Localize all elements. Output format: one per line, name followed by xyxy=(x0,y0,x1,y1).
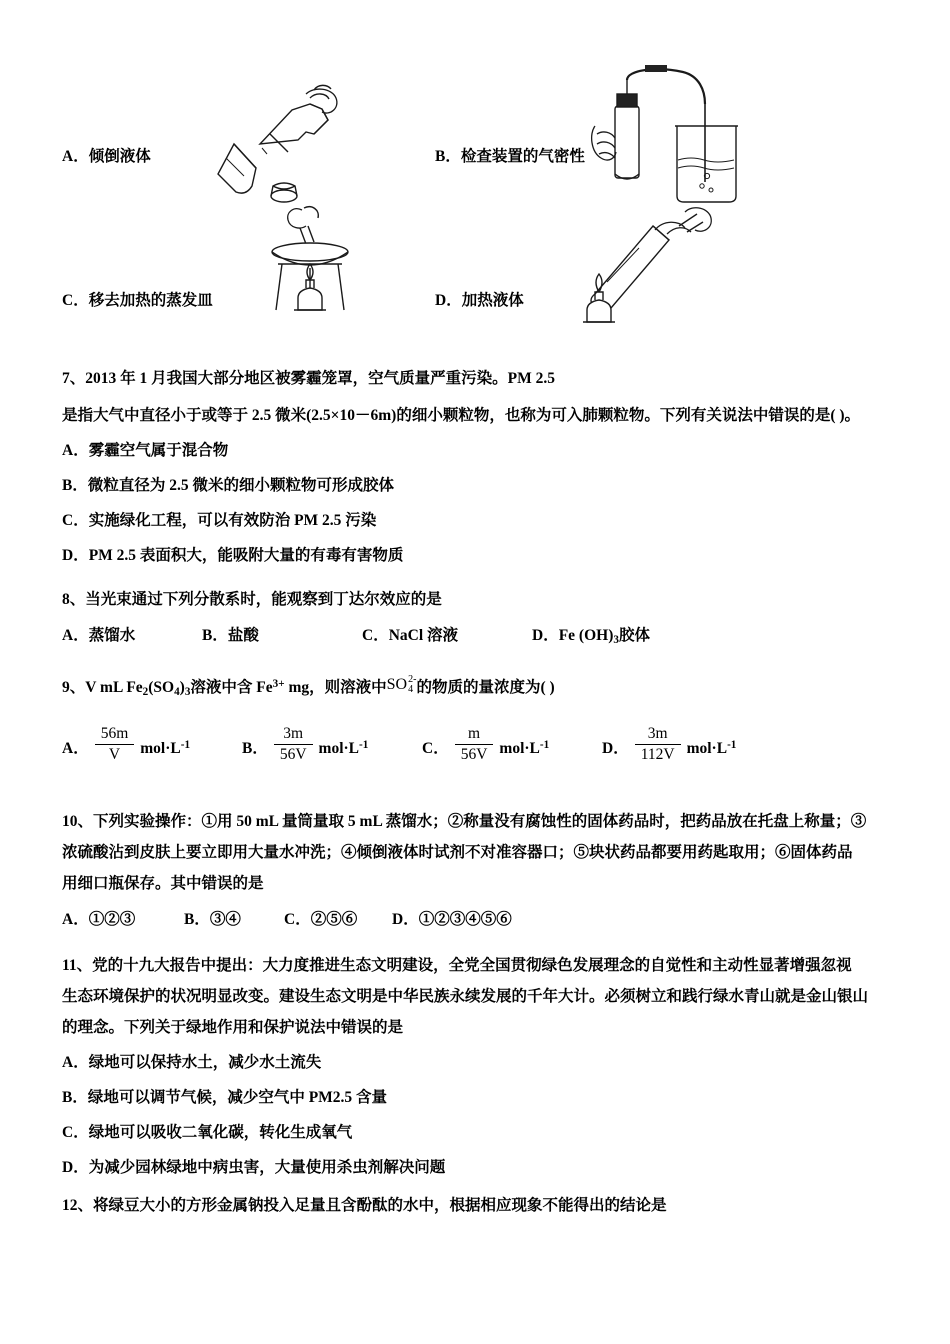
question-11-option-b: B．绿地可以调节气候，减少空气中 PM2.5 含量 xyxy=(62,1088,388,1106)
question-10-option-b: B．③④ xyxy=(184,910,241,928)
question-10 xyxy=(62,807,898,837)
heating-liquid-illustration xyxy=(567,204,717,339)
question-7-option-a: A．雾霾空气属于混合物 xyxy=(62,442,229,459)
question-7 xyxy=(62,364,898,394)
question-8-options xyxy=(62,621,898,651)
question-8-option-d: D．Fe $(OH)_3$胶体 xyxy=(532,627,650,646)
page-content xyxy=(62,60,898,1221)
figure-option-a-label: A．倾倒液体 xyxy=(62,148,151,165)
question-9-options xyxy=(62,725,898,791)
question-9-option-b: B． $\frac{3m}{56V}$ $mol\cdot L^{-1}$ xyxy=(242,724,369,763)
question-11-stem-line2: 生态环境保护的状况明显改变。建设生态文明是中华民族永续发展的千年大计。必须树立和践行绿水青山就是金山银山 xyxy=(62,987,869,1005)
question-7-number: 7、 xyxy=(62,370,86,387)
question-10-option-a: A．①②③ xyxy=(62,910,136,928)
question-11-stem-line3: 的理念。下列关于绿地作用和保护说法中错误的是 xyxy=(62,1018,404,1036)
figure-option-d-label: D．加热液体 xyxy=(435,292,524,309)
question-10-stem-line3: 用细口瓶保存。其中错误的是 xyxy=(62,874,264,892)
unit-a: $mol\cdot L^{-1}$ xyxy=(140,738,191,757)
question-11-number: 11、 xyxy=(62,956,93,974)
question-10-stem-line1: 下列实验操作：①用 50 mL 量筒量取 5 mL 蒸馏水；②称量没有腐蚀性的固体药品时，把药品放在托盘上称量；③ xyxy=(93,812,867,830)
question-7-option-b: B．微粒直径为 2.5 微米的细小颗粒物可形成胶体 xyxy=(62,477,394,494)
question-12 xyxy=(62,1191,898,1221)
question-9-option-d: D． $\frac{3m}{112V}$ $mol\cdot L^{-1}$ xyxy=(602,724,737,763)
question-12-stem: 将绿豆大小的方形金属钠投入足量且含酚酞的水中，根据相应现象不能得出的结论是 xyxy=(93,1196,667,1214)
question-11-option-c: C．绿地可以吸收二氧化碳，转化生成氧气 xyxy=(62,1123,353,1141)
question-9-number: 9、 xyxy=(62,679,86,697)
pouring-liquid-illustration xyxy=(210,82,360,217)
figure-option-c-label: C．移去加热的蒸发皿 xyxy=(62,292,213,309)
question-11-option-d: D．为减少园林绿地中病虫害，大量使用杀虫剂解决问题 xyxy=(62,1158,446,1176)
figure-option-b-label: B．检查装置的气密性 xyxy=(435,148,585,165)
figure-options-row-2 xyxy=(62,210,898,350)
question-8-number: 8、 xyxy=(62,591,86,608)
figure-options-row-1 xyxy=(62,60,898,210)
question-11-option-a: A．绿地可以保持水土，减少水土流失 xyxy=(62,1053,322,1071)
question-8-option-a: A．蒸馏水 xyxy=(62,627,136,644)
question-8-option-c: C．NaCl 溶液 xyxy=(362,627,459,644)
question-10-options xyxy=(62,905,898,935)
question-11 xyxy=(62,951,898,981)
airtightness-check-illustration xyxy=(587,64,747,219)
question-10-option-d: D．①②③④⑤⑥ xyxy=(392,910,512,928)
question-7-stem-line2: 是指大气中直径小于或等于 2.5 微米(2.5×10－6m)的细小颗粒物，也称为可入肺颗粒物。下列有关说法中错误的是( )。 xyxy=(62,407,861,424)
question-8-stem: 当光束通过下列分散系时，能观察到丁达尔效应的是 xyxy=(85,591,442,608)
evaporating-dish-illustration xyxy=(242,202,382,337)
question-8-option-b: B．盐酸 xyxy=(202,627,259,644)
question-10-option-c: C．②⑤⑥ xyxy=(284,910,358,928)
sulfate-ion-symbol: SO 2- 4 xyxy=(386,673,417,696)
question-9-stem-post: 的物质的量浓度为( ) xyxy=(416,679,555,697)
question-7-option-c: C．实施绿化工程，可以有效防治 PM 2.5 污染 xyxy=(62,512,377,529)
question-9 xyxy=(62,669,898,707)
question-10-number: 10、 xyxy=(62,812,94,830)
question-12-number: 12、 xyxy=(62,1196,94,1214)
unit-d: $mol\cdot L^{-1}$ xyxy=(686,738,737,757)
unit-c: $mol\cdot L^{-1}$ xyxy=(499,738,550,757)
question-9-stem-pre: V mL $Fe_2(SO_4)_3$溶液中含 $Fe^{3+}$ mg，则溶液中 xyxy=(85,678,387,698)
question-11-stem-line1: 党的十九大报告中提出：大力度推进生态文明建设，全党全国贯彻绿色发展理念的自觉性和主动性显著增强忽视 xyxy=(92,956,852,974)
question-10-stem-line2: 浓硫酸沾到皮肤上要立即用大量水冲洗；④倾倒液体时试剂不对准容器口；⑤块状药品都要用药匙取用；⑥固体药品 xyxy=(62,843,853,861)
question-7-stem-line1: 2013 年 1 月我国大部分地区被雾霾笼罩，空气质量严重污染。PM 2.5 xyxy=(85,370,555,387)
unit-b: $mol\cdot L^{-1}$ xyxy=(318,738,369,757)
question-7-option-d: D．PM 2.5 表面积大，能吸附大量的有毒有害物质 xyxy=(62,547,404,564)
question-9-option-a: A． $\frac{56m}{V}$ $mol\cdot L^{-1}$ xyxy=(62,724,191,763)
question-8 xyxy=(62,585,898,615)
question-9-option-c: C． $\frac{m}{56V}$ $mol\cdot L^{-1}$ xyxy=(422,724,550,763)
